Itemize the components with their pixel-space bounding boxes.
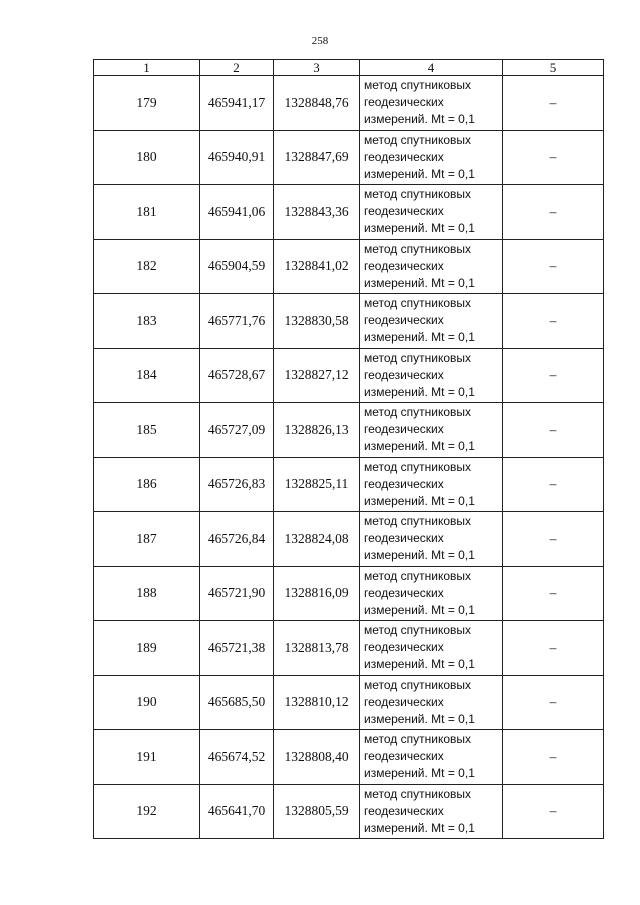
method-description (360, 730, 503, 785)
point-number: 182 (94, 239, 200, 294)
method-line: метод спутниковых (364, 786, 472, 801)
method-description (360, 675, 503, 730)
method-description (360, 348, 503, 403)
extra-column: – (503, 457, 604, 512)
coordinate-x: 465674,52 (200, 730, 274, 785)
extra-column: – (503, 239, 604, 294)
column-header: 2 (200, 60, 274, 76)
coordinate-y: 1328827,12 (274, 348, 360, 403)
table-row (94, 784, 604, 839)
table-row (94, 621, 604, 676)
method-line: измерений. Mt = 0,1 (364, 112, 475, 126)
coordinate-y: 1328808,40 (274, 730, 360, 785)
method-description (360, 512, 503, 567)
coordinate-y: 1328805,59 (274, 784, 360, 839)
point-number: 189 (94, 621, 200, 676)
method-line: геодезических (364, 149, 444, 164)
extra-column: – (503, 294, 604, 349)
table-row (94, 185, 604, 240)
method-description (360, 621, 503, 676)
table-row (94, 239, 604, 294)
extra-column: – (503, 566, 604, 621)
method-line: измерений. Mt = 0,1 (364, 493, 475, 508)
point-number: 187 (94, 512, 200, 567)
method-description (360, 457, 503, 512)
method-line: геодезических (364, 803, 444, 818)
extra-column: – (503, 348, 604, 403)
method-description (360, 566, 503, 621)
method-line: измерений. Mt = 0,1 (364, 766, 475, 780)
point-number: 192 (94, 784, 200, 839)
coordinate-y: 1328824,08 (274, 512, 360, 567)
point-number: 180 (94, 130, 200, 185)
coordinate-y: 1328841,02 (274, 239, 360, 294)
point-number: 191 (94, 730, 200, 785)
point-number: 188 (94, 566, 200, 621)
extra-column: – (503, 784, 604, 839)
method-line: метод спутниковых (364, 677, 472, 692)
method-line: геодезических (364, 749, 444, 763)
method-line: измерений. Mt = 0,1 (364, 330, 475, 344)
method-line: геодезических (364, 204, 444, 218)
method-line: метод спутниковых (364, 241, 472, 256)
method-line: измерений. Mt = 0,1 (364, 548, 475, 562)
method-line: геодезических (364, 585, 444, 600)
extra-column: – (503, 730, 604, 785)
table-row (94, 566, 604, 621)
coordinate-y: 1328848,76 (274, 76, 360, 131)
method-line: геодезических (364, 422, 444, 436)
method-line: метод спутниковых (364, 514, 472, 528)
coordinate-x: 465726,84 (200, 512, 274, 567)
method-line: метод спутниковых (364, 459, 472, 474)
coordinate-y: 1328810,12 (274, 675, 360, 730)
coordinate-x: 465685,50 (200, 675, 274, 730)
coordinate-x: 465721,90 (200, 566, 274, 621)
method-line: метод спутниковых (364, 350, 472, 365)
coordinate-x: 465940,91 (200, 130, 274, 185)
point-number: 184 (94, 348, 200, 403)
method-description (360, 130, 503, 185)
method-line: измерений. Mt = 0,1 (364, 820, 475, 835)
method-line: геодезических (364, 640, 444, 654)
extra-column: – (503, 76, 604, 131)
point-number: 183 (94, 294, 200, 349)
extra-column: – (503, 130, 604, 185)
table-row (94, 403, 604, 458)
method-line: измерений. Mt = 0,1 (364, 275, 475, 290)
column-header: 1 (94, 60, 200, 76)
method-description (360, 185, 503, 240)
column-header: 5 (503, 60, 604, 76)
method-description (360, 76, 503, 131)
method-line: метод спутниковых (364, 568, 472, 583)
table-row (94, 130, 604, 185)
coordinate-y: 1328816,09 (274, 566, 360, 621)
table-row (94, 457, 604, 512)
coordinate-x: 465641,70 (200, 784, 274, 839)
method-line: геодезических (364, 313, 444, 327)
coordinate-x: 465904,59 (200, 239, 274, 294)
method-line: измерений. Mt = 0,1 (364, 657, 475, 671)
page-number: 258 (311, 35, 329, 47)
coordinate-x: 465941,17 (200, 76, 274, 131)
coordinate-y: 1328813,78 (274, 621, 360, 676)
coordinate-x: 465771,76 (200, 294, 274, 349)
point-number: 179 (94, 76, 200, 131)
method-line: метод спутниковых (364, 78, 472, 92)
point-number: 181 (94, 185, 200, 240)
coordinate-x: 465726,83 (200, 457, 274, 512)
method-line: измерений. Mt = 0,1 (364, 166, 475, 181)
point-number: 190 (94, 675, 200, 730)
method-line: метод спутниковых (364, 405, 472, 419)
coordinate-x: 465728,67 (200, 348, 274, 403)
table-header-row (94, 60, 604, 76)
method-description (360, 784, 503, 839)
column-header: 3 (274, 60, 360, 76)
coordinate-y: 1328826,13 (274, 403, 360, 458)
table-row (94, 512, 604, 567)
method-line: измерений. Mt = 0,1 (364, 439, 475, 453)
table-row (94, 348, 604, 403)
method-line: геодезических (364, 258, 444, 273)
point-number: 185 (94, 403, 200, 458)
table-row (94, 76, 604, 131)
method-description (360, 294, 503, 349)
method-line: геодезических (364, 531, 444, 545)
table-row (94, 675, 604, 730)
coordinate-y: 1328843,36 (274, 185, 360, 240)
column-header: 4 (360, 60, 503, 76)
method-line: метод спутниковых (364, 623, 472, 637)
coordinate-x: 465941,06 (200, 185, 274, 240)
method-line: измерений. Mt = 0,1 (364, 221, 475, 235)
method-description (360, 239, 503, 294)
table-row (94, 730, 604, 785)
method-line: геодезических (364, 694, 444, 709)
method-line: геодезических (364, 367, 444, 382)
extra-column: – (503, 512, 604, 567)
extra-column: – (503, 675, 604, 730)
coordinate-x: 465727,09 (200, 403, 274, 458)
method-description (360, 403, 503, 458)
coordinate-x: 465721,38 (200, 621, 274, 676)
method-line: измерений. Mt = 0,1 (364, 602, 475, 617)
extra-column: – (503, 403, 604, 458)
point-number: 186 (94, 457, 200, 512)
method-line: геодезических (364, 476, 444, 491)
method-line: геодезических (364, 95, 444, 109)
table-row (94, 294, 604, 349)
coordinate-y: 1328847,69 (274, 130, 360, 185)
coordinate-y: 1328825,11 (274, 457, 360, 512)
coordinate-y: 1328830,58 (274, 294, 360, 349)
method-line: измерений. Mt = 0,1 (364, 711, 475, 726)
method-line: метод спутниковых (364, 296, 472, 310)
coordinates-table (93, 59, 604, 839)
method-line: метод спутниковых (364, 732, 472, 746)
extra-column: – (503, 621, 604, 676)
method-line: измерений. Mt = 0,1 (364, 384, 475, 399)
method-line: метод спутниковых (364, 187, 472, 201)
method-line: метод спутниковых (364, 132, 472, 147)
extra-column: – (503, 185, 604, 240)
